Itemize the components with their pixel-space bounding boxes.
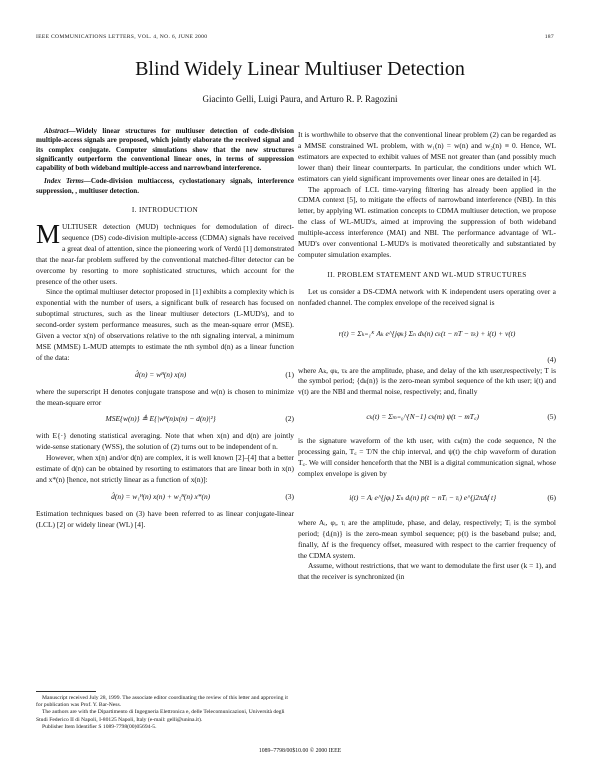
equation-4 <box>298 315 556 355</box>
footnote-affiliation: The authors are with the Dipartimento di Ingegneria Elettronica e, delle Telecomunicazioni, Università degli Studi Federico II di Napoli, I-80125 Napoli, Italy (e-mail: gelli@unina.it). <box>36 709 285 723</box>
index-terms <box>36 177 294 196</box>
equation-3 <box>36 492 294 503</box>
drop-cap: M <box>36 218 61 249</box>
section-heading-problem-statement: II. PROBLEM STATEMENT AND WL-MUD STRUCTURES <box>327 270 527 279</box>
footnote-manuscript: Manuscript received July 28, 1999. The associate editor coordinating the review of this letter and approving it for publication was Prof. Y. Bar-Ness. <box>36 695 288 709</box>
intro-paragraph-6: Estimation techniques based on (3) have been referred to as linear conjugate-linear (LCL) [2] or widely linear (WL) [4]. <box>36 508 294 529</box>
intro-paragraph-1 <box>36 218 294 287</box>
footnotes <box>36 695 294 731</box>
equation-2-number: (2) <box>285 414 294 424</box>
intro-paragraph-4: with E{·} denoting statistical averaging. Note that when x(n) and d(n) are jointly wide-sense stationary (WSS), the solution of (2) turns out to be independent of n. <box>36 431 294 452</box>
authors: Giacinto Gelli, Luigi Paura, and Arturo R. P. Ragozini <box>202 94 398 104</box>
footnote-rule <box>36 691 96 692</box>
intro-p1-text: ULTIUSER detection (MUD) techniques for demodulation of direct-sequence (DS) code-division multiple-access (CDMA) signals have received a great deal of attention, since the pioneering work of Verdú [1] demonstrated that the near-far problem suffered by the conventional matched-filter detector can be overcome by resorting to more sophisticated structures, which account for the presence of the other users. <box>36 221 294 286</box>
equation-4-number: (4) <box>547 354 556 364</box>
equation-4-body: r(t) = Σₖ₌₁ᴷ Aₖ e^{jφₖ} Σₙ dₖ(n) cₖ(t − nT − τₖ) + i(t) + v(t) <box>338 329 516 339</box>
footnote-identifier: Publisher Item Identifier S 1089-7798(00)05694-5. <box>42 723 157 730</box>
intro-paragraph-5: However, when x(n) and/or d(n) are complex, it is well known [2]–[4] that a better estimate of d(n) can be obtained by resorting to estimators that are linear both in x(n) and x*(n) [hence, not strictly linear as a function of x(n)]: <box>36 453 294 485</box>
section-heading-introduction: I. INTRODUCTION <box>131 206 199 215</box>
left-column <box>36 127 294 531</box>
equation-3-body: d̂(n) = w₁ᴴ(n) x(n) + w₂ᴴ(n) x*(n) <box>111 491 211 501</box>
right-paragraph-6: where Aᵢ, φᵢ, τᵢ are the amplitude, phase, and delay, respectively; Tᵢ is the symbol period; {dᵢ(n)} is the zero-mean symbol sequence; p(t) is the baseband pulse; and, finally, Δf is the frequency offset, measured with respect to the carrier frequency of the CDMA system. <box>298 517 556 560</box>
page-number: 187 <box>544 34 554 40</box>
abstract <box>36 127 294 173</box>
equation-2 <box>36 414 294 425</box>
equation-5-number: (5) <box>547 411 556 421</box>
right-paragraph-5: is the signature waveform of the kth user, with cₖ(m) the code sequence, N the processing gain, T꜀ = T/N the chip interval, and ψ(t) the chip waveform of duration T꜀. We will consider henceforth that the NBI is a digital communication signal, whose complex envelope is given by <box>298 436 556 478</box>
index-terms-label: Index Terms— <box>44 177 91 186</box>
paper-title: Blind Widely Linear Multiuser Detection <box>135 58 465 80</box>
equation-1-number: (1) <box>285 369 294 379</box>
equation-1-body: d̂(n) = wᴴ(n) x(n) <box>135 369 187 379</box>
right-paragraph-2: The approach of LCL time-varying filtering has already been applied in the CDMA context [5], to mitigate the effects of narrowband interference (NBI). In this letter, by applying WL estimation concepts to CDMA multiuser detection, we propose the class of WL-MUD's, aimed at improving the suppression of both wideband multiple-access interference (MAI) and NBI. The performance advantage of WL-MUD's over conventional L-MUD's is motivated theoretically and substantiated by computer simulation examples. <box>298 184 556 259</box>
equation-5-body: cₖ(t) = Σₘ₌₀^{N−1} cₖ(m) ψ(t − mT꜀) <box>366 411 479 421</box>
right-paragraph-4: where Aₖ, φₖ, τₖ are the amplitude, phase, and delay of the kth user,respectively; T is the symbol period; {dₖ(n)} is the zero-mean symbol sequence of the kth user; i(t) and v(t) are the NBI and thermal noise, respectively; and, finally <box>298 365 556 397</box>
equation-6-body: i(t) = Aᵢ e^{jφᵢ} Σₙ dᵢ(n) p(t − nTᵢ − τᵢ) e^{j2πΔf t} <box>349 493 497 503</box>
right-paragraph-1: It is worthwhile to observe that the conventional linear problem (2) can be regarded as a MMSE constrained WL problem, with w₁(n) = w(n) and w₂(n) ≡ 0. Hence, WL estimators are expected to exhibit values of MSE not greater than (and possibly much lower than) their linear counterparts. In particular, the conditions under which WL estimators can yield significant improvements over linear ones are detailed in [4]. <box>298 130 556 183</box>
equation-1 <box>36 370 294 381</box>
right-column <box>298 130 556 583</box>
intro-paragraph-2: Since the optimal multiuser detector proposed in [1] exhibits a complexity which is exponential with the number of users, a significant bulk of research has focused on suboptimal structures, such as the linear multiuser detectors (L-MUD's), and to second-order system performance measures, such as the mean-square error (MSE). Given a vector x(n) of observations relative to the nth signaling interval, a minimum MSE (MMSE) L-MUD attempts to estimate the nth symbol d(n) as a linear function of the data: <box>36 287 294 362</box>
equation-2-body: MSE{w(n)} ≜ E{|wᴴ(n)x(n) − d(n)|²} <box>105 414 216 424</box>
abstract-label: Abstract— <box>44 127 76 135</box>
equation-6-number: (6) <box>547 493 556 503</box>
right-paragraph-7: Assume, without restrictions, that we want to demodulate the first user (k = 1), and that the receiver is synchronized (in <box>298 561 556 582</box>
intro-paragraph-3: where the superscript H denotes conjugate transpose and w(n) is chosen to minimize the mean-square error <box>36 386 294 407</box>
running-header: IEEE COMMUNICATIONS LETTERS, VOL. 4, NO. 6, JUNE 2000 <box>36 34 208 40</box>
abstract-text: Widely linear structures for multiuser detection of code-division multiple-access signals are proposed, which jointly elaborate the received signal and its complex conjugate. Computer simulations show that the new structures significantly outperform the conventional linear ones, in terms of suppression capability of both wideband multiple-access and narrowband interference. <box>36 127 294 173</box>
equation-6 <box>298 486 556 512</box>
index-terms-text: Code-division multiaccess, cyclostationary signals, interference suppression, , multiuser detection. <box>36 177 294 195</box>
copyright-footer: 1089–7798/00$10.00 © 2000 IEEE <box>258 748 342 754</box>
right-paragraph-3: Let us consider a DS-CDMA network with K independent users operating over a nonfaded channel. The complex envelope of the received signal is <box>298 286 556 307</box>
equation-5 <box>298 404 556 430</box>
equation-3-number: (3) <box>285 491 294 501</box>
